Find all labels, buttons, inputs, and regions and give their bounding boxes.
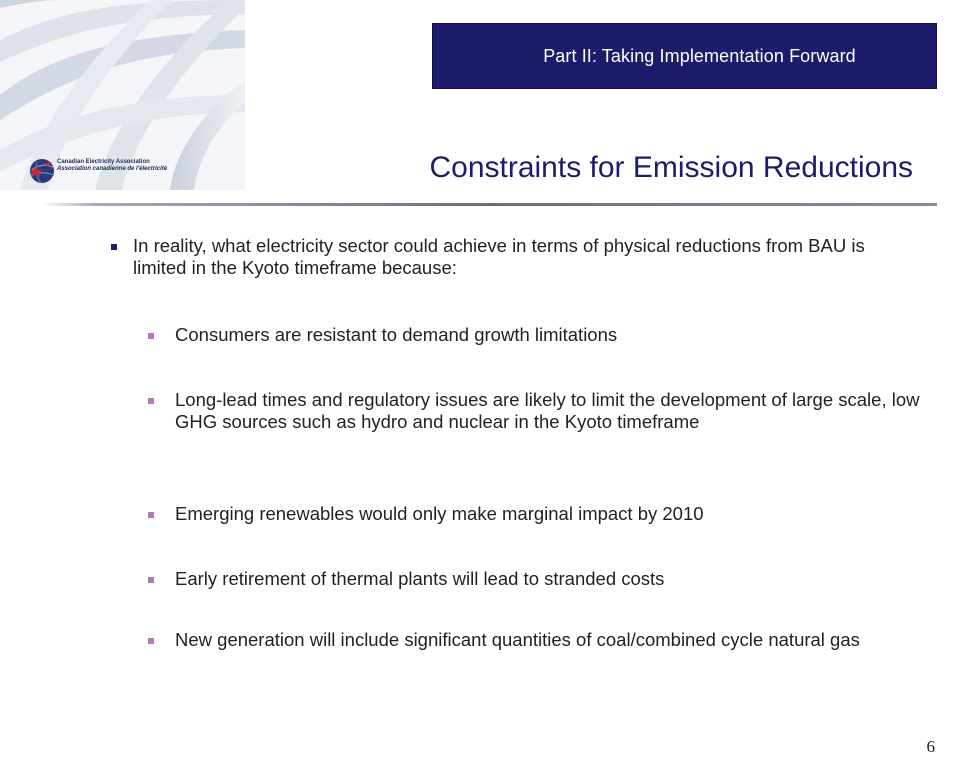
sub-bullet-text: Long-lead times and regulatory issues are likely to limit the development of large scale, low GHG sources such as hydro and nuclear in the Kyoto timeframe <box>175 389 920 432</box>
sub-bullet-marker <box>148 577 154 583</box>
sub-bullet-text: Emerging renewables would only make marginal impact by 2010 <box>175 503 704 524</box>
sub-bullet-marker <box>148 333 154 339</box>
sub-bullet-marker <box>148 398 154 404</box>
sub-bullet-marker <box>148 638 154 644</box>
page-number: 6 <box>926 737 935 756</box>
section-header-label: Part II: Taking Implementation Forward <box>543 45 856 66</box>
sub-bullet-text: New generation will include significant quantities of coal/combined cycle natural gas <box>175 629 860 650</box>
sub-bullet-item-new-generation <box>175 629 925 651</box>
sub-bullet-text: Early retirement of thermal plants will lead to stranded costs <box>175 568 665 589</box>
bullet-marker <box>111 244 117 250</box>
logo-name-en: Canadian Electricity Association <box>57 159 150 165</box>
slide-title: Constraints for Emission Reductions <box>429 151 913 184</box>
sub-bullet-text: Consumers are resistant to demand growth limitations <box>175 324 618 345</box>
bullet-item-intro <box>133 235 923 279</box>
sub-bullet-item-early-retirement <box>175 568 925 590</box>
bullet-text: In reality, what electricity sector could achieve in terms of physical reductions from BAU is limited in the Kyoto timeframe because: <box>133 235 865 278</box>
sub-bullet-item-consumers <box>175 324 925 346</box>
sub-bullet-item-long-lead <box>175 389 925 433</box>
logo-name-fr: Association canadienne de l'électricité <box>57 166 168 172</box>
sub-bullet-item-renewables <box>175 503 925 525</box>
sub-bullet-marker <box>148 512 154 518</box>
